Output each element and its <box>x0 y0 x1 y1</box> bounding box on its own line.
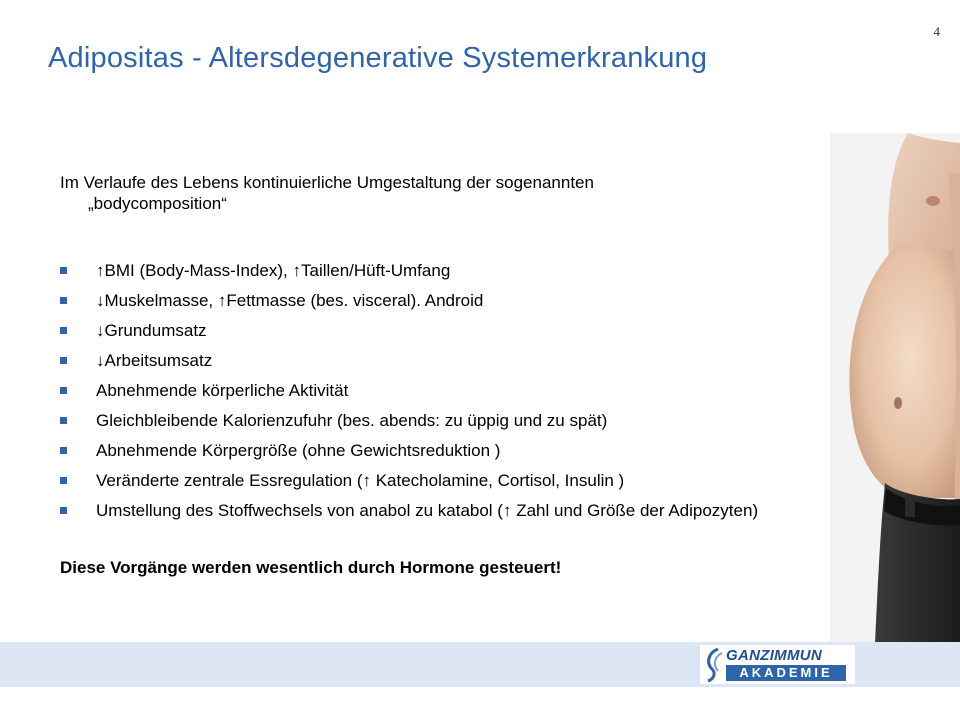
list-item <box>60 260 820 281</box>
conclusion-text: Diese Vorgänge werden wesentlich durch Hormone gesteuert! <box>60 558 562 577</box>
list-item-text: Veränderte zentrale Essregulation (↑ Katecholamine, Cortisol, Insulin ) <box>96 471 625 490</box>
square-bullet-icon <box>60 387 67 394</box>
belly-photo <box>830 133 960 643</box>
square-bullet-icon <box>60 327 67 334</box>
intro-line-1: Im Verlaufe des Lebens kontinuierliche Umgestaltung der sogenannten <box>60 173 594 192</box>
logo-immun: IMMUN <box>769 647 823 664</box>
list-item-text: Gleichbleibende Kalorienzufuhr (bes. abends: zu üppig und zu spät) <box>96 411 608 430</box>
list-item-text: Abnehmende körperliche Aktivität <box>96 381 349 400</box>
list-item-text: ↓Muskelmasse, ↑Fettmasse (bes. visceral). Android <box>96 291 484 310</box>
list-item <box>60 350 820 371</box>
list-item <box>60 440 820 461</box>
intro-text <box>60 172 820 214</box>
list-item-text: ↓Arbeitsumsatz <box>96 351 213 370</box>
list-item <box>60 320 820 341</box>
intro-line-2: „bodycomposition“ <box>88 194 227 213</box>
company-logo <box>700 645 855 684</box>
list-item <box>60 380 820 401</box>
list-item-text: Umstellung des Stoffwechsels von anabol zu katabol (↑ Zahl und Größe der Adipozyten) <box>96 501 759 520</box>
list-item <box>60 290 820 311</box>
belly-illustration <box>830 133 960 643</box>
square-bullet-icon <box>60 267 67 274</box>
list-item-text: Abnehmende Körpergröße (ohne Gewichtsreduktion ) <box>96 441 501 460</box>
list-item <box>60 500 820 521</box>
slide-title: Adipositas - Altersdegenerative Systemerkrankung <box>48 42 708 74</box>
square-bullet-icon <box>60 477 67 484</box>
bullet-list <box>60 260 820 521</box>
page-number: 4 <box>933 24 940 39</box>
square-bullet-icon <box>60 297 67 304</box>
square-bullet-icon <box>60 417 67 424</box>
square-bullet-icon <box>60 447 67 454</box>
logo-akademie: AKADEMIE <box>726 665 846 681</box>
square-bullet-icon <box>60 507 67 514</box>
list-item <box>60 470 820 491</box>
logo-wordmark <box>726 647 822 664</box>
slide-content <box>60 172 820 595</box>
list-item-text: ↑BMI (Body-Mass-Index), ↑Taillen/Hüft-Umfang <box>96 261 451 280</box>
list-item <box>60 410 820 431</box>
list-item-text: ↓Grundumsatz <box>96 321 207 340</box>
square-bullet-icon <box>60 357 67 364</box>
logo-ganz: GANZ <box>726 647 770 664</box>
swirl-icon <box>704 647 726 683</box>
